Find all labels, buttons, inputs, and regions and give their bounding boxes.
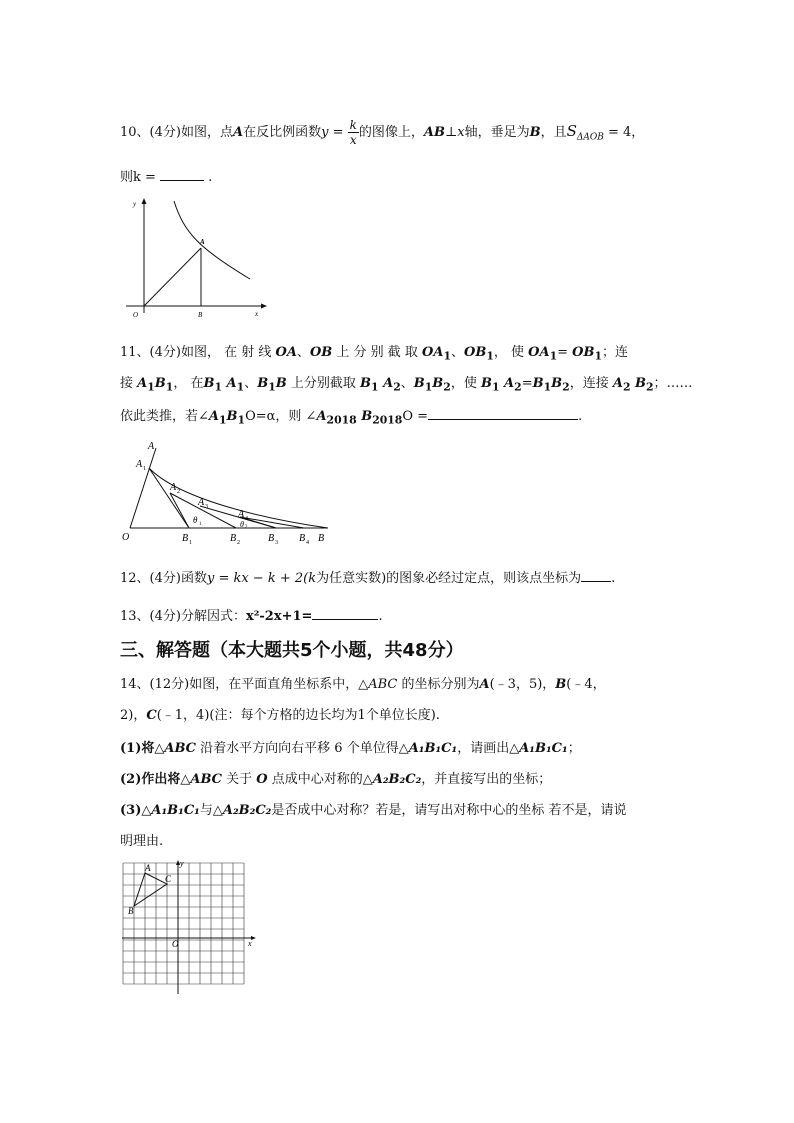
fig14-grid — [123, 863, 244, 984]
fig11-label-A: A — [148, 441, 155, 452]
q11-a2b2: A — [612, 376, 623, 391]
q10-point-b: B — [529, 125, 541, 140]
q11-l2f: ，使 — [450, 376, 481, 391]
q11-l2h: ，连接 — [569, 376, 613, 391]
q11-line3: 依此类推，若$\angle A_1B_1O=\alpha$，则 $\angle A_{2018}$ $B_{2018}O$ = . — [120, 405, 582, 430]
q11-figure — [118, 438, 338, 546]
fig10-label-o: O — [133, 311, 139, 319]
svg-text:A: A — [198, 497, 205, 508]
fig10-hyperbola — [174, 201, 250, 279]
q14-p3t2: A₂B₂C₂ — [222, 803, 272, 818]
q11-l3a: 依此类推，若∠ — [120, 409, 209, 424]
svg-text:3: 3 — [275, 540, 278, 546]
q14-p3d: 明理由. — [120, 834, 164, 849]
q10-mid3: 轴，垂足为 — [464, 125, 530, 140]
q10-line2 — [120, 166, 212, 187]
q11-l3d: A — [316, 409, 327, 424]
q11-l3c: O=α，则 ∠ — [245, 409, 317, 424]
q11-ob: OB — [309, 345, 333, 360]
fig11-label-theta — [193, 515, 202, 527]
q11-b1b2: B — [413, 376, 425, 391]
q10-mid1: 在反比例函数 — [243, 125, 322, 140]
q11-l2b: ， 在 — [173, 376, 204, 391]
fig14-label-a: A — [145, 863, 151, 873]
q14-part1 — [120, 740, 581, 758]
q11-l2d: 上分别截取 — [286, 376, 361, 391]
q14-l1a: 14、(12分)如图，在平面直角坐标系中，△ — [120, 677, 369, 692]
fig11-label-O: O — [122, 532, 130, 543]
svg-text:A: A — [170, 482, 177, 493]
fig11-label-B: B — [318, 533, 325, 544]
q11-l1a: 11、(4分)如图， 在 射 线 — [120, 345, 276, 360]
fig10-label-x: x — [255, 310, 259, 318]
fig11-label-B3 — [268, 533, 278, 546]
q10-ab: AB — [423, 125, 445, 140]
fig11-seg-a1b1 — [149, 468, 189, 528]
q14-p3t1: A₁B₁C₁ — [151, 803, 200, 818]
q11-sep2: 、 — [451, 345, 465, 360]
q13-end: . — [378, 609, 383, 624]
q11-l3b: A — [208, 409, 219, 424]
svg-text:1: 1 — [189, 540, 192, 546]
fig14-label-x: x — [248, 939, 252, 948]
fig10-segment-oa — [144, 248, 201, 306]
q14-p2a: (2)作出将△ — [120, 772, 191, 787]
q11-b1a1: B — [203, 376, 215, 391]
fig10-label-a: A — [200, 238, 205, 246]
section-3-heading: 三、解答题（本大题共5个小题，共48分） — [120, 640, 464, 661]
q11-b1a2b: B — [480, 376, 492, 391]
q12-suffix: 为任意实数)的图象必经过定点，则该点坐标为 — [316, 571, 582, 586]
q14-part3 — [120, 802, 627, 820]
svg-text:2: 2 — [245, 525, 248, 530]
q12-prefix: 12、(4分)函数 — [120, 571, 207, 586]
q13-prefix: 13、(4分)分解因式： — [120, 609, 246, 624]
q14-p2abc: ABC — [190, 772, 223, 787]
q11-l3e: O = — [402, 409, 429, 424]
q14-c-coord: (﹣1，4)(注：每个方格的边长均为1个单位长度). — [156, 708, 440, 723]
q14-p1d: ； — [567, 741, 581, 756]
q10-frac-num: k — [349, 118, 357, 132]
q10-prefix: 10、(4分)如图，点 — [120, 125, 233, 140]
fig14-label-o: O — [172, 939, 179, 949]
q10-func-y: y — [321, 125, 329, 140]
q14-b-coord: (﹣4， — [566, 677, 606, 692]
svg-text:3: 3 — [205, 504, 208, 510]
q11-l2c: 、 — [244, 376, 258, 391]
q10-answer-blank[interactable] — [160, 166, 204, 181]
svg-text:B: B — [268, 533, 275, 544]
svg-text:2: 2 — [237, 540, 240, 546]
q14-p2d: ，并直接写出的坐标； — [421, 772, 552, 787]
q13-line — [120, 605, 383, 626]
q11-l1b: 上 分 别 截 取 — [332, 345, 423, 360]
svg-text:A: A — [238, 509, 245, 520]
q11-sep1: 、 — [296, 345, 310, 360]
q14-a-coord: (﹣3，5)， — [489, 677, 556, 692]
svg-text:B: B — [299, 533, 306, 544]
q14-c: C — [146, 708, 157, 723]
q12-line — [120, 567, 615, 588]
q10-area-sub: ΔAOB — [576, 132, 604, 143]
fig11-ray-oa — [130, 448, 156, 528]
q10-point-a: A — [232, 125, 244, 140]
q11-answer-blank[interactable] — [428, 405, 578, 420]
svg-text:4: 4 — [245, 516, 248, 522]
q11-oa1b: OA — [528, 345, 550, 360]
q14-p1t: A₁B₁C₁ — [408, 741, 458, 756]
q10-frac-den: x — [349, 133, 357, 147]
q10-perp: ⊥ — [444, 125, 458, 140]
q14-p1b: 沿着水平方向向右平移 6 个单位得△ — [196, 741, 409, 756]
q10-area-eq: = 4， — [603, 125, 645, 140]
q14-part3-cont — [120, 833, 163, 851]
q14-p3c: 是否成中心对称？若是，请写出对称中心的坐标 若不是，请说 — [271, 803, 627, 818]
q10-answer-label: 则k = — [120, 170, 156, 185]
svg-text:θ: θ — [240, 520, 244, 529]
q13-answer-blank[interactable] — [312, 605, 378, 620]
q14-p1c: ，请画出△ — [457, 741, 520, 756]
fig10-y-arrow — [142, 198, 147, 204]
q14-l1b: 的坐标分别为 — [397, 677, 480, 692]
svg-text:B: B — [230, 533, 237, 544]
fig14-label-b: B — [128, 906, 134, 916]
fig11-label-B4 — [299, 533, 309, 546]
q11-b1b2b: B — [532, 376, 544, 391]
q11-a1b1: A — [137, 376, 148, 391]
q11-l2i: ；…… — [653, 376, 693, 391]
fig14-triangle-abc — [134, 873, 167, 906]
q11-ob1: OB — [464, 345, 487, 360]
q14-p2t: A₂B₂C₂ — [372, 772, 422, 787]
svg-text:A: A — [136, 459, 143, 470]
q11-line2: 接 $A_1B_1$， 在$B_1$ $A_1$、$B_1B$ 上分别截取 $B_1$ $A_2$、$B_1B_2$，使 $B_1$ $A_2=B_1B_2$，连接 $A_2$ $B_2$；…… — [120, 376, 693, 394]
q12-end: . — [611, 571, 616, 586]
q14-b: B — [555, 677, 567, 692]
fig11-label-A1 — [135, 459, 146, 472]
q11-l2e: 、 — [400, 376, 414, 391]
q10-eq: = — [328, 125, 348, 140]
q14-abc: ABC — [368, 677, 398, 692]
q11-oa1: OA — [422, 345, 444, 360]
fig14-x-arrow — [251, 936, 256, 940]
q11-l2g: = — [521, 376, 533, 391]
fig10-label-y: y — [133, 200, 137, 208]
fig14-label-y: y — [180, 859, 184, 868]
q13-expr: x²-2x+1= — [245, 609, 313, 624]
q11-ob1b: OB — [572, 345, 595, 360]
q11-b1a2: B — [360, 376, 372, 391]
q10-figure — [122, 193, 272, 323]
q11-oa: OA — [275, 345, 297, 360]
q10-mid2: 的图像上， — [358, 125, 424, 140]
q12-answer-blank[interactable] — [581, 567, 611, 582]
q10-mid4: ，且 — [540, 125, 567, 140]
svg-text:2: 2 — [177, 489, 180, 495]
svg-text:θ: θ — [193, 515, 198, 525]
q14-p2o: O — [256, 772, 268, 787]
svg-text:1: 1 — [143, 466, 146, 472]
q10-line1 — [120, 118, 644, 147]
q11-l2a: 接 — [120, 376, 138, 391]
svg-text:1: 1 — [199, 522, 202, 527]
q14-line1 — [120, 676, 606, 694]
svg-text:4: 4 — [306, 540, 309, 546]
q14-l2a: 2)， — [120, 708, 147, 723]
q14-part2 — [120, 771, 551, 789]
q10-fraction — [348, 118, 359, 147]
fig11-label-B2 — [230, 533, 240, 546]
q11-line1: 11、(4分)如图， 在 射 线 OA、OB 上 分 别 截 取 $OA_1$、$OB_1$， 使 $OA_1= OB_1$；连 — [120, 345, 629, 363]
q14-p2b: 关于 — [222, 772, 257, 787]
q11-b1b: B — [257, 376, 269, 391]
q14-p1abc: ABC — [164, 741, 197, 756]
fig10-x-arrow — [261, 304, 267, 309]
q14-a: A — [479, 677, 490, 692]
fig11-label-B1 — [182, 533, 192, 546]
q11-l1d: ；连 — [602, 345, 629, 360]
q14-p2c: 点成中心对称的△ — [267, 772, 373, 787]
fig14-label-c: C — [165, 874, 172, 884]
q14-p1t2: A₁B₁C₁ — [519, 741, 568, 756]
q10-end: . — [204, 170, 213, 185]
q11-l1c: ， 使 — [493, 345, 529, 360]
q11-eqs: = — [557, 345, 573, 360]
q10-area-s: S — [566, 122, 577, 140]
q14-p1a: (1)将△ — [120, 741, 165, 756]
svg-text:B: B — [182, 533, 189, 544]
q12-expr: y = kx − k + 2(k — [206, 571, 317, 586]
q11-end: . — [578, 409, 583, 424]
fig10-label-b: B — [198, 311, 203, 319]
q14-p3a: (3)△ — [120, 803, 152, 818]
q14-p3b: 与△ — [199, 803, 223, 818]
q14-line2 — [120, 707, 440, 725]
q14-grid-figure — [118, 858, 258, 998]
q10-xaxis: x — [457, 125, 465, 140]
